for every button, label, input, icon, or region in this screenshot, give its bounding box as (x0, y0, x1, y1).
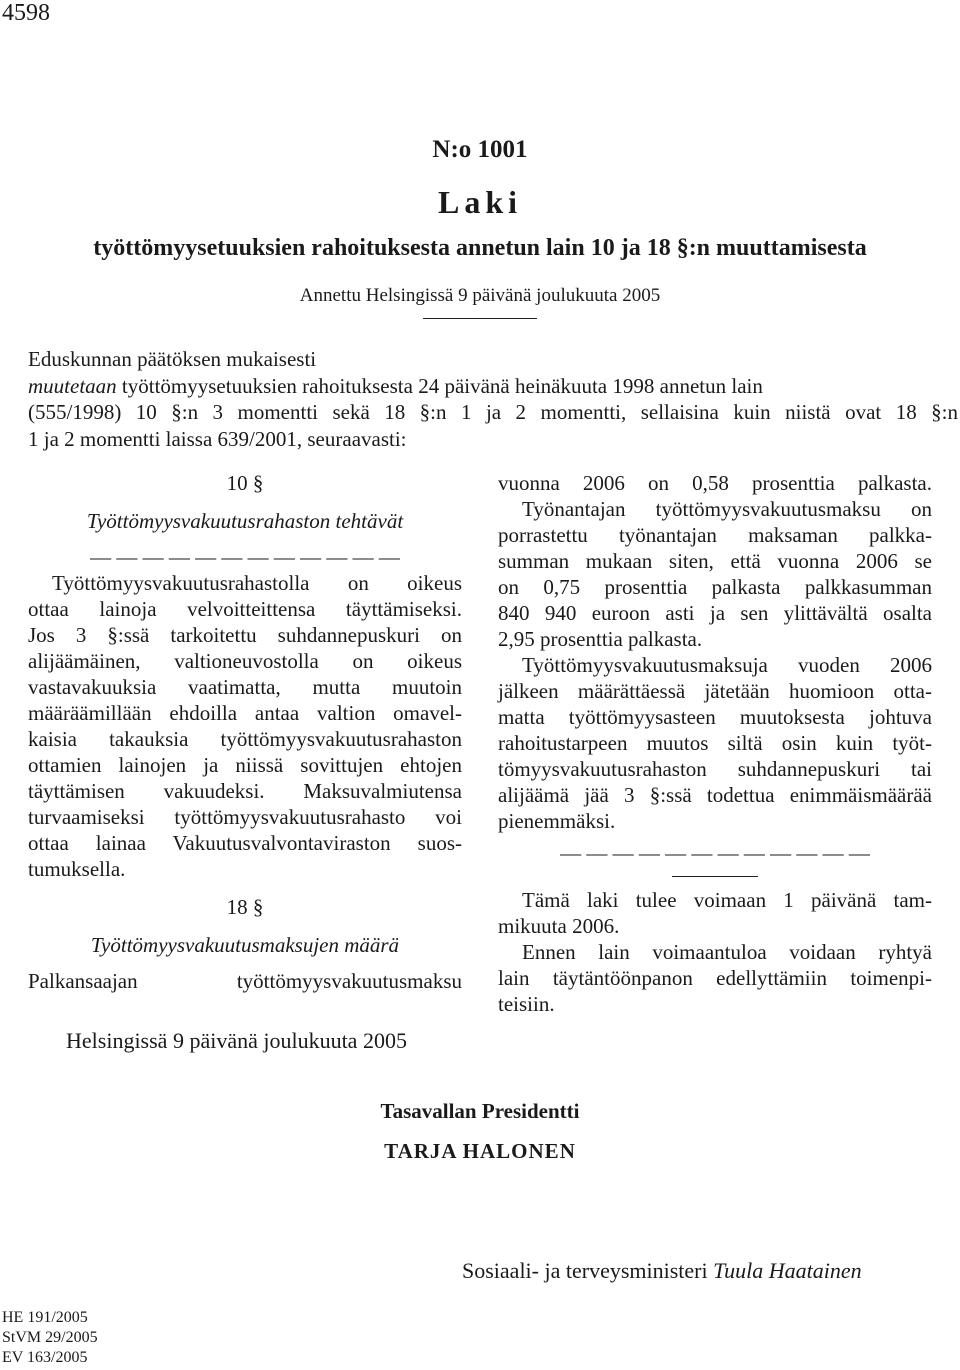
intro-line: (555/1998) 10 §:n 3 momentti sekä 18 §:n 1 ja 2 momentti, sellaisina kuin niistä ovat 18 §:n (28, 400, 958, 424)
section-18-line: porrastettu työnantajan maksaman palkka- (498, 523, 932, 547)
given-date: Annettu Helsingissä 9 päivänä joulukuuta 2005 (299, 285, 661, 306)
entry-into-force-line: Ennen lain voimaantuloa voidaan ryhtyä (522, 940, 932, 964)
entry-into-force-line: lain täytäntöönpanon edellyttämiin toimenpi- (498, 966, 932, 990)
section-10-heading: Työttömyysvakuutusrahaston tehtävät (86, 509, 404, 533)
law-title: työttömyysetuuksien rahoituksesta annetun lain 10 ja 18 §:n muuttamisesta (93, 235, 867, 261)
section-10-line: alijäämäinen, valtioneuvostolla on oikeus (28, 649, 462, 673)
section-18-line: summan mukaan siten, että vuonna 2006 se (498, 549, 932, 573)
left-column (28, 470, 462, 994)
section-10-line: ottaa lainaa Vakuutusvalvontaviraston suos- (28, 831, 462, 855)
section-10-number: 10 § (226, 471, 264, 495)
section-18-line: Työnantajan työttömyysvakuutusmaksu on (522, 497, 932, 521)
section-18-line: rahoitustarpeen muutos siltä osin kuin työt- (498, 731, 932, 755)
president-name: TARJA HALONEN (384, 1139, 576, 1163)
minister-role: Sosiaali- ja terveysministeri (462, 1258, 714, 1283)
section-18-line: 840 940 euroon asti ja sen ylittävältä osalta (498, 601, 932, 625)
president-title: Tasavallan Presidentti (380, 1099, 580, 1123)
section-10-line: vastavakuuksia vaatimatta, mutta muutoin (28, 675, 462, 699)
section-10-line: määräämillään ehdoilla antaa valtion omavel- (28, 701, 462, 725)
references (2, 1308, 98, 1368)
entry-into-force-line: teisiin. (498, 992, 555, 1016)
section-18-line: 2,95 prosenttia palkasta. (498, 627, 703, 651)
section-18-word: työttömyysvakuutusmaksu (236, 969, 462, 993)
document-heading: Laki (437, 184, 523, 220)
entry-divider (672, 876, 758, 877)
reference-item: EV 163/2005 (2, 1349, 88, 1366)
section-18-line: vuonna 2006 on 0,58 prosenttia palkasta. (498, 471, 932, 495)
section-10-line: Työttömyysvakuutusrahastolla on oikeus (52, 571, 462, 595)
document-number: N:o 1001 (432, 136, 528, 163)
section-18-line: tömyysvakuutusrahaston suhdannepuskuri tai (498, 757, 932, 781)
reference-item: HE 191/2005 (2, 1309, 88, 1326)
section-18-word: Palkansaajan (28, 969, 138, 993)
section-10-line: ottamien lainojen ja niissä sovittujen ehtojen (28, 753, 462, 777)
section-18-line: pienemmäksi. (498, 809, 616, 833)
intro-line: 1 ja 2 momentti laissa 639/2001, seuraavasti: (28, 426, 407, 451)
intro-text: työttömyysetuuksien rahoituksesta 24 päivänä heinäkuuta 1998 annetun lain (116, 373, 763, 398)
section-18-heading: Työttömyysvakuutusmaksujen määrä (90, 933, 400, 957)
title-divider (423, 318, 537, 319)
entry-into-force-line: Tämä laki tulee voimaan 1 päivänä tam- (522, 888, 932, 912)
section-18-number: 18 § (226, 895, 264, 919)
section-18-line: alijäämä jää 3 §:ssä todettua enimmäismäärää (498, 783, 932, 807)
minister-signature (462, 1258, 862, 1284)
section-18-line: Työttömyysvakuutusmaksuja vuoden 2006 (522, 653, 932, 677)
section-10-line: täyttämisen vakuudeksi. Maksuvalmiutensa (28, 779, 462, 803)
reference-item: StVM 29/2005 (2, 1329, 98, 1346)
intro-line (28, 373, 958, 400)
section-18-line (28, 968, 462, 994)
entry-into-force-line: mikuuta 2006. (498, 914, 620, 938)
section-10-line: turvaamiseksi työttömyysvakuutusrahasto voi (28, 805, 462, 829)
intro-verb: muutetaan (28, 373, 117, 398)
section-18-line: jälkeen määrättäessä jätetään huomioon otta- (498, 679, 932, 703)
section-18-line: matta työttömyysasteen muutoksesta johtuva (498, 705, 932, 729)
section-10-line: kaisia takauksia työttömyysvakuutusrahaston (28, 727, 462, 751)
intro-line: Eduskunnan päätöksen mukaisesti (28, 347, 317, 371)
right-column (498, 470, 932, 1017)
omission-dashes: — — — — — — — — — — — — (90, 545, 400, 569)
section-18-line: on 0,75 prosenttia palkasta palkkasumman (498, 575, 932, 599)
section-10-line: tumuksella. (28, 857, 126, 881)
section-10-line: ottaa lainoja velvoitteittensa täyttämiseksi. (28, 597, 462, 621)
intro-paragraph (28, 346, 958, 452)
section-10-line: Jos 3 §:ssä tarkoitettu suhdannepuskuri on (28, 623, 462, 647)
omission-dashes: — — — — — — — — — — — — (560, 841, 870, 865)
minister-name: Tuula Haatainen (713, 1258, 862, 1283)
signing-place: Helsingissä 9 päivänä joulukuuta 2005 (66, 1028, 407, 1053)
page-number: 4598 (2, 0, 50, 26)
